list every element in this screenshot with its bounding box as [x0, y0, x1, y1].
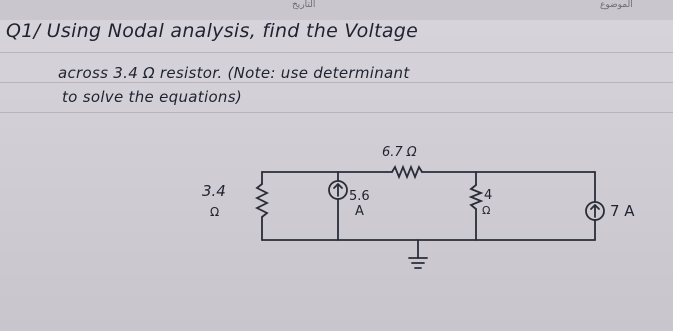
- resistor-4-value: 4: [484, 188, 493, 203]
- current-source-5-6-unit: A: [355, 204, 364, 219]
- question-line-3: to solve the equations): [62, 88, 242, 106]
- resistor-6-7-zigzag: [392, 167, 422, 177]
- resistor-3-4-value: 3.4: [202, 182, 226, 200]
- resistor-3-4-zigzag: [257, 184, 267, 217]
- current-source-7-arrow: [591, 205, 599, 217]
- resistor-6-7-label: 6.7 Ω: [382, 145, 417, 160]
- current-source-5-6-value: 5.6: [349, 189, 370, 204]
- resistor-3-4-unit: Ω: [210, 205, 220, 219]
- subject-label: الموضوع: [600, 0, 633, 10]
- question-line-1: Q1/ Using Nodal analysis, find the Voltage: [6, 20, 419, 42]
- current-source-5-6-arrow: [334, 184, 342, 196]
- resistor-4-unit: Ω: [482, 204, 491, 217]
- date-label: التاريخ: [292, 0, 316, 10]
- resistor-4-zigzag: [471, 185, 481, 209]
- current-source-7-label: 7 A: [610, 202, 635, 220]
- ground-icon: [409, 258, 427, 268]
- question-line-2: across 3.4 Ω resistor. (Note: use determinant: [58, 64, 410, 82]
